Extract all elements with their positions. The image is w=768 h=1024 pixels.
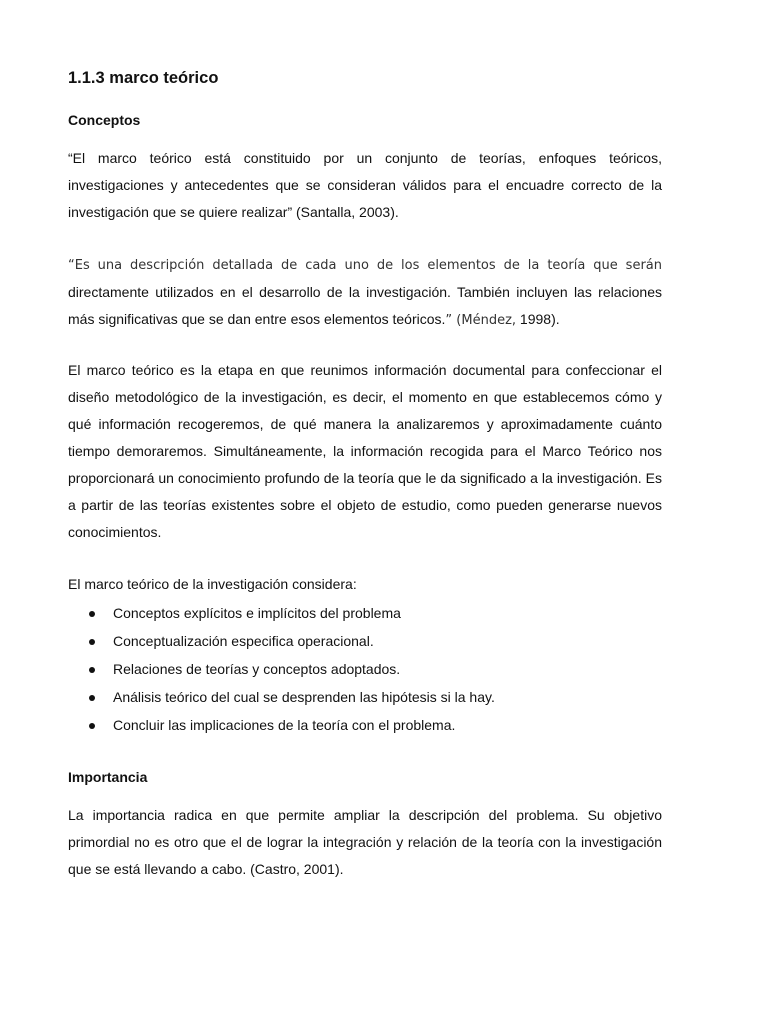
- list-intro: El marco teórico de la investigación considera:: [68, 576, 357, 592]
- list-item-text: Conceptos explícitos e implícitos del problema: [113, 605, 401, 621]
- subheading-importancia: Importancia: [68, 769, 148, 785]
- list-item-text: Concluir las implicaciones de la teoría con el problema.: [113, 717, 456, 733]
- citation-open: ” (Méndez,: [445, 313, 517, 328]
- bullet-icon: [89, 723, 95, 729]
- paragraph-definition-mendez: [68, 251, 662, 334]
- bullet-icon: [89, 639, 95, 645]
- list-item-text: Conceptualización especifica operacional.: [113, 633, 374, 649]
- paragraph-marco-teorico-etapa: El marco teórico es la etapa en que reunimos información documental para confeccionar el diseño metodológico de la investigación, es decir, el momento en que establecemos cómo y qué información recogeremos, de qué manera la analizaremos y aproximadamente cuánto tiempo demoraremos. Simultáneamente, la información recogida para el Marco Teórico nos proporcionará un conocimiento profundo de la teoría que le da significado a la investigación. Es a partir de las teorías existentes sobre el objeto de estudio, como pueden generarse nuevos conocimientos.: [68, 362, 662, 540]
- bullet-icon: [89, 667, 95, 673]
- list-item-text: Relaciones de teorías y conceptos adoptados.: [113, 661, 401, 677]
- quote-body-text: directamente utilizados en el desarrollo de la investigación. También incluyen las relaciones más significativas que se dan entre esos elementos teóricos.: [68, 284, 662, 327]
- section-title: 1.1.3 marco teórico: [68, 69, 219, 87]
- list-item-text: Análisis teórico del cual se desprenden las hipótesis si la hay.: [113, 689, 495, 705]
- subheading-conceptos: Conceptos: [68, 112, 141, 128]
- quote-lead-text: “Es una descripción detallada de cada uno de los elementos de la teoría que serán: [68, 258, 662, 273]
- paragraph-definition-santalla: “El marco teórico está constituido por un conjunto de teorías, enfoques teóricos, investigaciones y antecedentes que se consideran válidos para el encuadre correcto de la investigación que se quiere realizar” (Santalla, 2003).: [68, 150, 662, 220]
- bullet-icon: [89, 611, 95, 617]
- paragraph-importancia: La importancia radica en que permite ampliar la descripción del problema. Su objetivo primordial no es otro que el de lograr la integración y relación de la teoría con la investigación que se está llevando a cabo. (Castro, 2001).: [68, 807, 662, 877]
- citation-year: 1998).: [519, 311, 560, 327]
- bullet-icon: [89, 695, 95, 701]
